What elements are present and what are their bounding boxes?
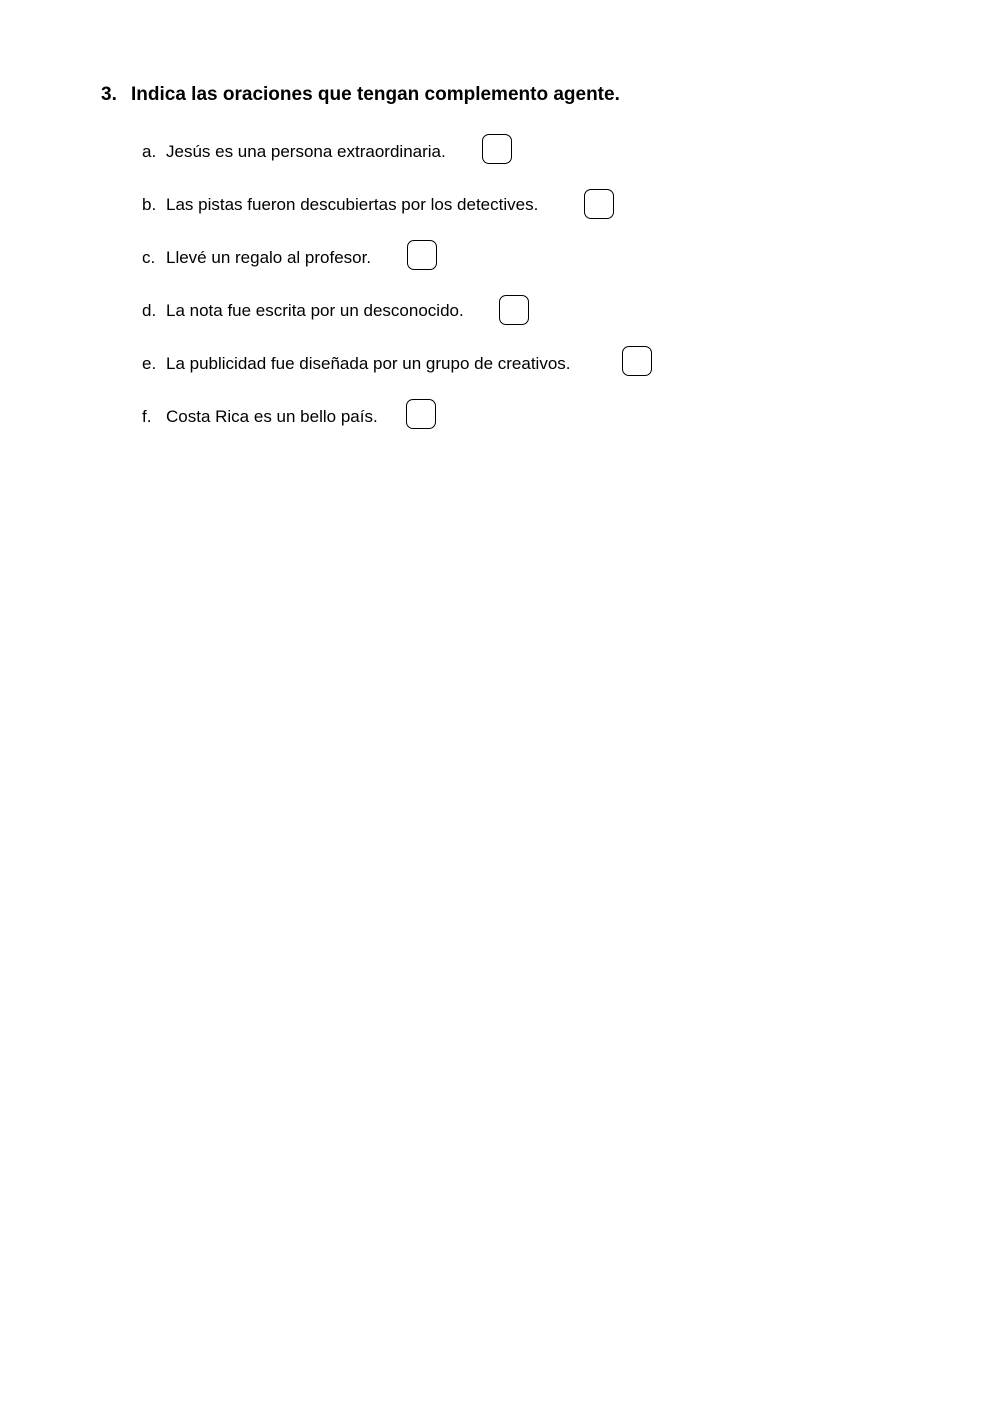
question-heading: [101, 84, 620, 106]
checkbox-c[interactable]: [407, 240, 437, 270]
option-letter: a.: [142, 142, 157, 161]
option-text: La publicidad fue diseñada por un grupo de creativos.: [166, 354, 571, 373]
option-text: Jesús es una persona extraordinaria.: [166, 142, 446, 161]
option-text: Las pistas fueron descubiertas por los detectives.: [166, 195, 539, 214]
option-letter: d.: [142, 301, 157, 320]
option-e: [142, 346, 571, 382]
checkbox-a[interactable]: [482, 134, 512, 164]
option-f: [142, 399, 378, 435]
option-b: [142, 187, 538, 223]
checkbox-f[interactable]: [406, 399, 436, 429]
question-number: 3.: [101, 84, 117, 105]
option-letter: c.: [142, 248, 156, 267]
option-letter: b.: [142, 195, 157, 214]
question-text: Indica las oraciones que tengan complemento agente.: [131, 84, 620, 105]
option-a: [142, 134, 446, 170]
option-letter: e.: [142, 354, 157, 373]
checkbox-d[interactable]: [499, 295, 529, 325]
option-text: Llevé un regalo al profesor.: [166, 248, 372, 267]
checkbox-e[interactable]: [622, 346, 652, 376]
checkbox-b[interactable]: [584, 189, 614, 219]
option-text: Costa Rica es un bello país.: [166, 407, 378, 426]
option-text: La nota fue escrita por un desconocido.: [166, 301, 464, 320]
option-c: [142, 240, 371, 276]
option-letter: f.: [142, 407, 152, 426]
option-d: [142, 293, 464, 329]
